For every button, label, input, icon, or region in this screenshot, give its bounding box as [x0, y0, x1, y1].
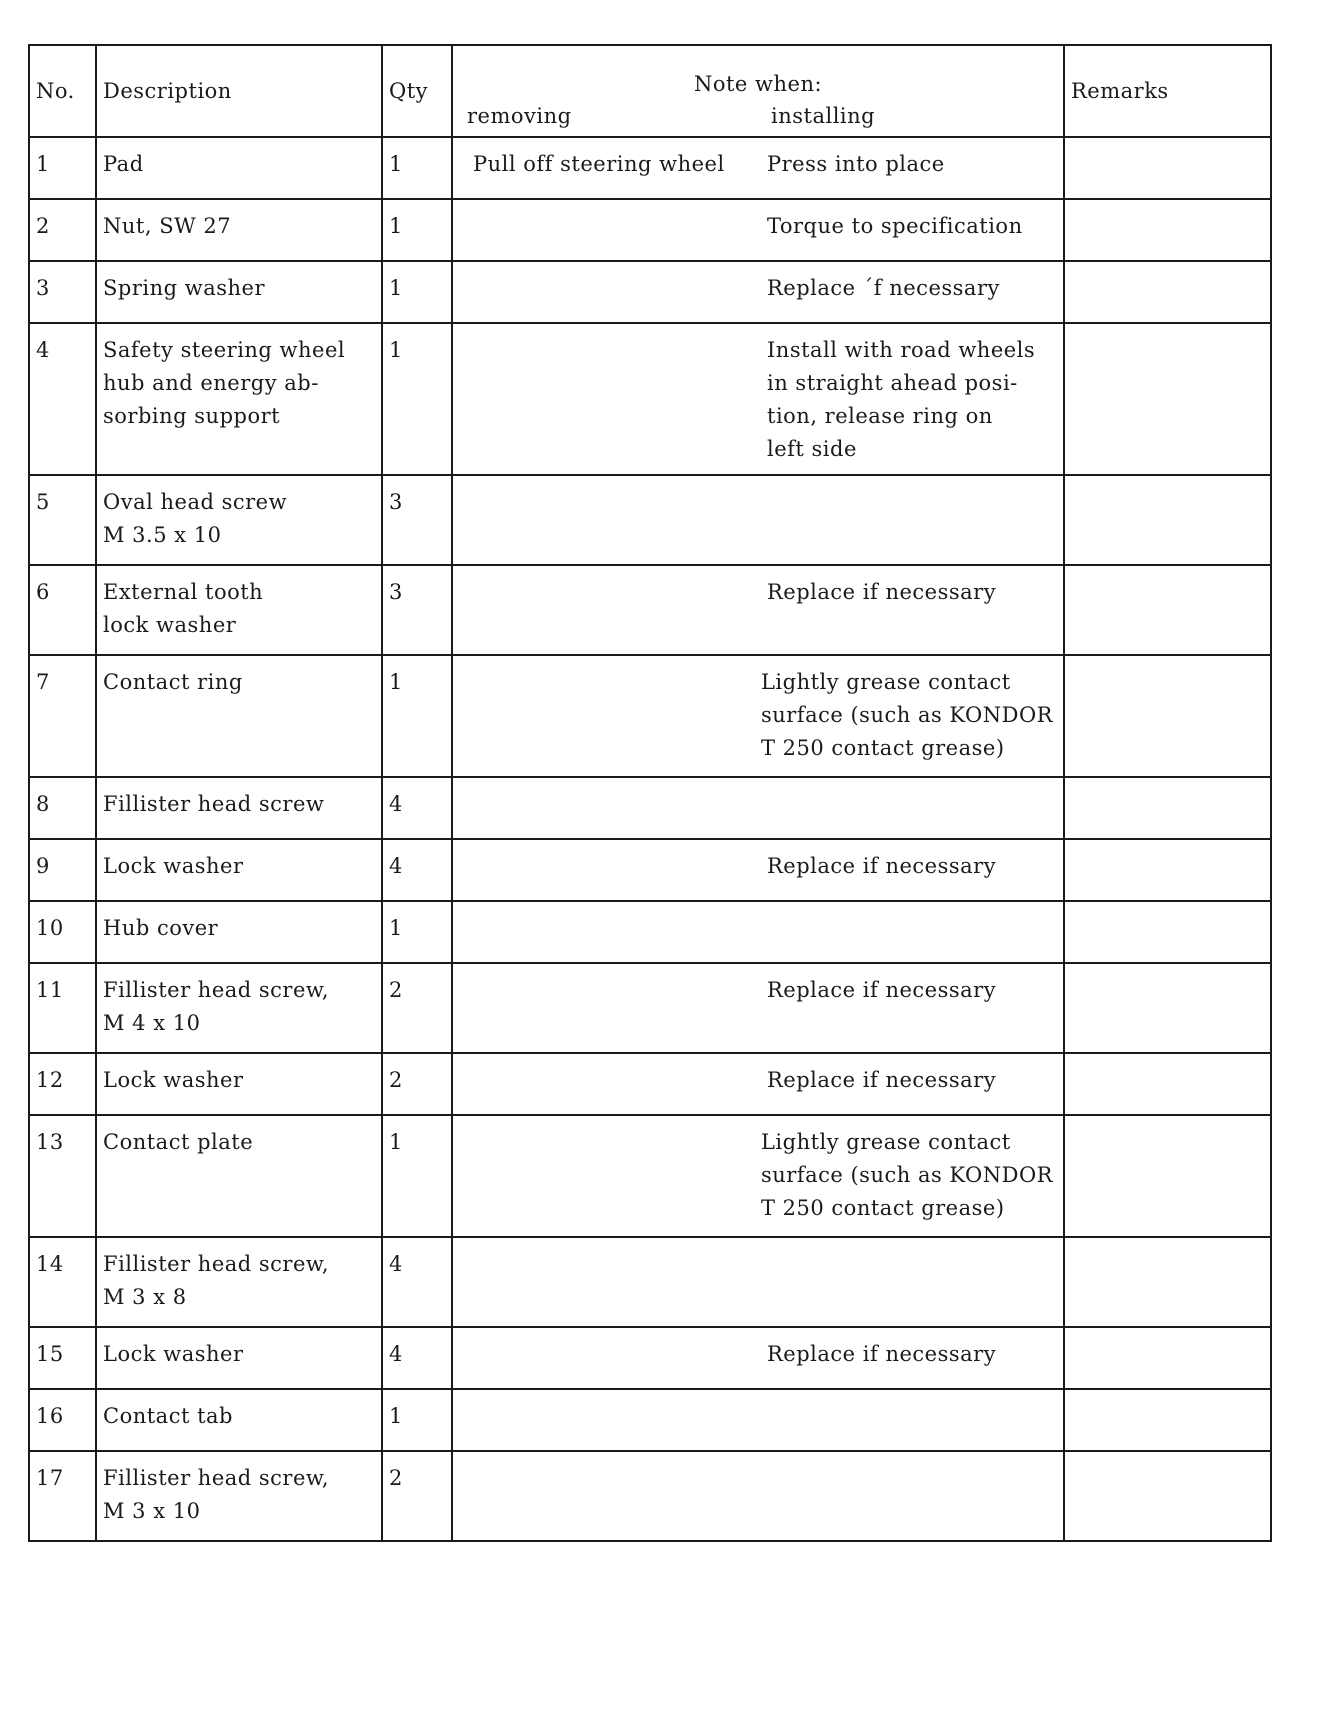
note-removing	[459, 334, 749, 466]
header-remarks: Remarks	[1064, 45, 1271, 137]
note-installing	[749, 272, 1057, 305]
description-line: Nut, SW 27	[103, 214, 232, 238]
cell-description	[96, 261, 382, 323]
note-installing	[749, 148, 1057, 181]
note-wrap	[459, 666, 1057, 765]
table-row	[29, 1237, 1271, 1327]
cell-no: 8	[29, 777, 96, 839]
table-row	[29, 137, 1271, 199]
cell-no: 10	[29, 901, 96, 963]
table-row	[29, 901, 1271, 963]
table-row	[29, 565, 1271, 655]
description-line: Fillister head screw,	[103, 1252, 330, 1276]
note-removing	[459, 974, 749, 1007]
installing-line: T 250 contact grease)	[760, 1196, 1005, 1220]
cell-qty: 4	[382, 1237, 452, 1327]
cell-note	[452, 261, 1064, 323]
installing-line: Replace ´f necessary	[767, 276, 1000, 300]
cell-no: 17	[29, 1451, 96, 1541]
installing-line: tion, release ring on	[767, 404, 993, 428]
cell-qty: 3	[382, 565, 452, 655]
note-wrap	[459, 334, 1057, 466]
installing-line: Replace if necessary	[767, 1068, 997, 1092]
cell-qty: 1	[382, 261, 452, 323]
note-removing	[459, 1126, 743, 1225]
description-line: Lock washer	[103, 854, 244, 878]
note-installing	[743, 1126, 1057, 1225]
cell-no: 1	[29, 137, 96, 199]
note-installing	[749, 974, 1057, 1007]
cell-description	[96, 475, 382, 565]
cell-remarks	[1064, 655, 1271, 777]
cell-remarks	[1064, 1327, 1271, 1389]
table-row	[29, 1053, 1271, 1115]
cell-note	[452, 655, 1064, 777]
cell-remarks	[1064, 261, 1271, 323]
cell-note	[452, 1389, 1064, 1451]
cell-no: 2	[29, 199, 96, 261]
note-wrap	[459, 974, 1057, 1007]
installing-line: Lightly grease contact	[760, 670, 1011, 694]
note-wrap	[459, 576, 1057, 609]
cell-note	[452, 137, 1064, 199]
cell-qty: 1	[382, 1389, 452, 1451]
cell-no: 5	[29, 475, 96, 565]
description-line: M 3.5 x 10	[103, 523, 222, 547]
cell-note	[452, 777, 1064, 839]
cell-note	[452, 1115, 1064, 1237]
cell-remarks	[1064, 1237, 1271, 1327]
note-removing	[459, 850, 749, 883]
note-removing	[459, 666, 743, 765]
cell-no: 11	[29, 963, 96, 1053]
cell-remarks	[1064, 1115, 1271, 1237]
note-installing	[743, 666, 1057, 765]
cell-no: 13	[29, 1115, 96, 1237]
cell-no: 15	[29, 1327, 96, 1389]
cell-description	[96, 655, 382, 777]
header-description: Description	[96, 45, 382, 137]
installing-line: Replace if necessary	[767, 854, 997, 878]
table-row	[29, 1115, 1271, 1237]
cell-no: 12	[29, 1053, 96, 1115]
note-installing	[749, 210, 1057, 243]
description-line: Lock washer	[103, 1342, 244, 1366]
installing-line: Lightly grease contact	[760, 1130, 1011, 1154]
cell-note	[452, 839, 1064, 901]
note-removing	[459, 210, 749, 243]
description-line: Oval head screw	[103, 490, 288, 514]
cell-note	[452, 475, 1064, 565]
cell-qty: 2	[382, 1053, 452, 1115]
cell-no: 9	[29, 839, 96, 901]
table-row	[29, 475, 1271, 565]
cell-description	[96, 777, 382, 839]
note-wrap	[459, 850, 1057, 883]
cell-remarks	[1064, 777, 1271, 839]
description-line: Contact plate	[103, 1130, 254, 1154]
note-wrap	[459, 1126, 1057, 1225]
installing-line: surface (such as KONDOR	[760, 703, 1053, 727]
table-row	[29, 1451, 1271, 1541]
description-line: Lock washer	[103, 1068, 244, 1092]
cell-description	[96, 565, 382, 655]
installing-line: Torque to specification	[767, 214, 1023, 238]
cell-no: 14	[29, 1237, 96, 1327]
header-qty: Qty	[382, 45, 452, 137]
cell-note	[452, 565, 1064, 655]
cell-note	[452, 901, 1064, 963]
description-line: Spring washer	[103, 276, 265, 300]
cell-description	[96, 323, 382, 475]
cell-no: 4	[29, 323, 96, 475]
cell-qty: 2	[382, 963, 452, 1053]
cell-description	[96, 137, 382, 199]
table-row	[29, 1389, 1271, 1451]
note-installing	[749, 1338, 1057, 1371]
header-row	[29, 45, 1271, 137]
cell-qty: 1	[382, 655, 452, 777]
description-line: External tooth	[103, 580, 264, 604]
cell-description	[96, 1451, 382, 1541]
description-line: Fillister head screw,	[103, 1466, 330, 1490]
note-removing: Pull off steering wheel	[473, 152, 725, 176]
description-line: Hub cover	[103, 916, 219, 940]
cell-note	[452, 199, 1064, 261]
cell-note	[452, 1327, 1064, 1389]
cell-remarks	[1064, 323, 1271, 475]
installing-line: surface (such as KONDOR	[760, 1163, 1053, 1187]
header-removing: removing	[467, 104, 572, 128]
cell-qty: 1	[382, 137, 452, 199]
description-line: M 4 x 10	[103, 1011, 201, 1035]
header-note-title: Note when:	[693, 72, 823, 96]
table-row	[29, 323, 1271, 475]
description-line: M 3 x 8	[103, 1285, 187, 1309]
parts-table	[28, 44, 1272, 1542]
installing-line: Replace if necessary	[767, 978, 997, 1002]
header-no: No.	[29, 45, 96, 137]
cell-description	[96, 1115, 382, 1237]
installing-line: left side	[767, 437, 857, 461]
cell-no: 3	[29, 261, 96, 323]
installing-line: Press into place	[767, 152, 945, 176]
cell-description	[96, 963, 382, 1053]
cell-no: 6	[29, 565, 96, 655]
description-line: Contact tab	[103, 1404, 233, 1428]
description-line: M 3 x 10	[103, 1499, 201, 1523]
note-wrap	[459, 148, 1057, 181]
table-row	[29, 261, 1271, 323]
installing-line: Replace if necessary	[767, 1342, 997, 1366]
description-line: lock washer	[103, 613, 237, 637]
cell-qty: 3	[382, 475, 452, 565]
cell-remarks	[1064, 963, 1271, 1053]
installing-line: in straight ahead posi-	[767, 371, 1018, 395]
header-installing: installing	[771, 104, 876, 128]
description-line: Pad	[103, 152, 144, 176]
note-wrap	[459, 272, 1057, 305]
note-removing	[459, 576, 749, 609]
cell-qty: 1	[382, 323, 452, 475]
installing-line: Install with road wheels	[767, 338, 1036, 362]
cell-remarks	[1064, 1451, 1271, 1541]
cell-description	[96, 1389, 382, 1451]
description-line: hub and energy ab-	[103, 371, 319, 395]
table-row	[29, 199, 1271, 261]
cell-remarks	[1064, 475, 1271, 565]
cell-description	[96, 1237, 382, 1327]
table-row	[29, 963, 1271, 1053]
cell-remarks	[1064, 839, 1271, 901]
cell-note	[452, 323, 1064, 475]
cell-remarks	[1064, 1053, 1271, 1115]
cell-remarks	[1064, 199, 1271, 261]
header-note-when	[452, 45, 1064, 137]
table-row	[29, 839, 1271, 901]
cell-qty: 4	[382, 839, 452, 901]
cell-note	[452, 1237, 1064, 1327]
cell-qty: 4	[382, 1327, 452, 1389]
cell-description	[96, 839, 382, 901]
note-installing	[749, 1064, 1057, 1097]
cell-remarks	[1064, 565, 1271, 655]
description-line: Fillister head screw	[103, 792, 325, 816]
cell-qty: 1	[382, 199, 452, 261]
table-row	[29, 777, 1271, 839]
cell-qty: 2	[382, 1451, 452, 1541]
note-removing	[459, 272, 749, 305]
cell-note	[452, 963, 1064, 1053]
description-line: Fillister head screw,	[103, 978, 330, 1002]
note-installing	[749, 576, 1057, 609]
note-wrap	[459, 1064, 1057, 1097]
installing-line: T 250 contact grease)	[760, 736, 1005, 760]
cell-note	[452, 1451, 1064, 1541]
cell-description	[96, 1053, 382, 1115]
cell-qty: 1	[382, 901, 452, 963]
cell-remarks	[1064, 1389, 1271, 1451]
cell-qty: 4	[382, 777, 452, 839]
description-line: Safety steering wheel	[103, 338, 346, 362]
table-body	[29, 137, 1271, 1541]
note-wrap	[459, 1338, 1057, 1371]
note-removing	[459, 1338, 749, 1371]
description-line: sorbing support	[103, 404, 281, 428]
cell-description	[96, 199, 382, 261]
cell-no: 16	[29, 1389, 96, 1451]
table-row	[29, 1327, 1271, 1389]
installing-line: Replace if necessary	[767, 580, 997, 604]
note-removing	[459, 1064, 749, 1097]
cell-remarks	[1064, 137, 1271, 199]
note-installing	[749, 334, 1057, 466]
table-row	[29, 655, 1271, 777]
cell-description	[96, 1327, 382, 1389]
cell-remarks	[1064, 901, 1271, 963]
cell-note	[452, 1053, 1064, 1115]
cell-description	[96, 901, 382, 963]
note-wrap	[459, 210, 1057, 243]
note-installing	[749, 850, 1057, 883]
description-line: Contact ring	[103, 670, 243, 694]
cell-no: 7	[29, 655, 96, 777]
cell-qty: 1	[382, 1115, 452, 1237]
